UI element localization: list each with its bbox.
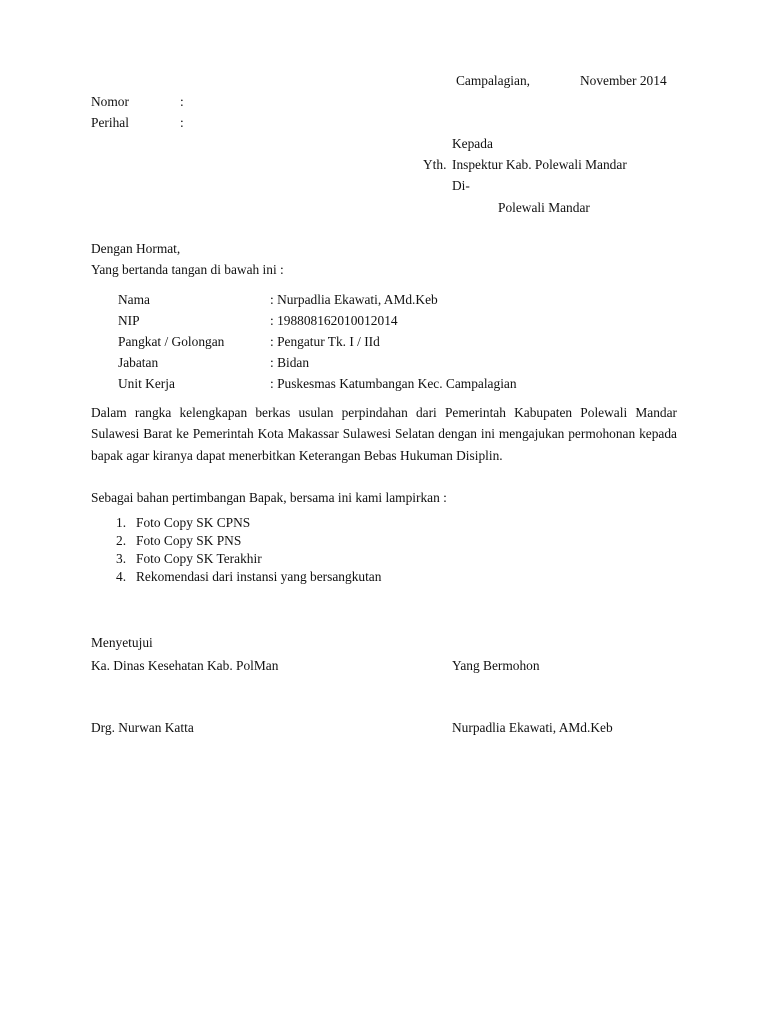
recipient-di: Di- bbox=[452, 178, 470, 193]
recipient-city: Polewali Mandar bbox=[498, 200, 590, 215]
greeting: Dengan Hormat, bbox=[91, 241, 181, 256]
attachment-item: Rekomendasi dari instansi yang bersangkutan bbox=[136, 569, 382, 584]
nomor-label: Nomor bbox=[91, 94, 129, 109]
attachment-number: 4. bbox=[116, 569, 127, 584]
perihal-label: Perihal bbox=[91, 115, 129, 130]
identity-value-nip: : 198808162010012014 bbox=[270, 313, 398, 328]
recipient-kepada: Kepada bbox=[452, 136, 493, 151]
identity-label-unit-kerja: Unit Kerja bbox=[118, 376, 175, 391]
identity-value-unit-kerja: : Puskesmas Katumbangan Kec. Campalagian bbox=[270, 376, 517, 391]
recipient-yth: Yth. bbox=[423, 157, 447, 172]
intro-line: Yang bertanda tangan di bawah ini : bbox=[91, 262, 284, 277]
letter-place: Campalagian, bbox=[456, 73, 530, 88]
attachment-item: Foto Copy SK PNS bbox=[136, 533, 242, 548]
identity-value-jabatan: : Bidan bbox=[270, 355, 310, 370]
attachment-item: Foto Copy SK Terakhir bbox=[136, 551, 262, 566]
attachment-number: 3. bbox=[116, 551, 127, 566]
body-paragraph: Dalam rangka kelengkapan berkas usulan perpindahan dari Pemerintah Kabupaten Polewali Mandar Sulawesi Barat ke Pemerintah Kota Makassar Sulawesi Selatan dengan ini mengajukan permohonan kepada bapak agar kiranya dapat menerbitkan Keterangan Bebas Hukuman Disiplin. bbox=[91, 405, 677, 463]
approver-name: Drg. Nurwan Katta bbox=[91, 720, 194, 735]
approver-title: Ka. Dinas Kesehatan Kab. PolMan bbox=[91, 658, 279, 673]
attachment-item: Foto Copy SK CPNS bbox=[136, 515, 251, 530]
attachments-intro: Sebagai bahan pertimbangan Bapak, bersama ini kami lampirkan : bbox=[91, 490, 447, 505]
identity-value-nama: : Nurpadlia Ekawati, AMd.Keb bbox=[270, 292, 438, 307]
identity-label-nama: Nama bbox=[118, 292, 150, 307]
nomor-separator: : bbox=[180, 94, 184, 109]
recipient-name: Inspektur Kab. Polewali Mandar bbox=[452, 157, 627, 172]
applicant-title: Yang Bermohon bbox=[452, 658, 540, 673]
attachment-number: 2. bbox=[116, 533, 127, 548]
identity-label-nip: NIP bbox=[118, 313, 140, 328]
attachment-number: 1. bbox=[116, 515, 127, 530]
perihal-separator: : bbox=[180, 115, 184, 130]
approval-label: Menyetujui bbox=[91, 635, 153, 650]
identity-value-pangkat: : Pengatur Tk. I / IId bbox=[270, 334, 380, 349]
identity-label-jabatan: Jabatan bbox=[118, 355, 159, 370]
identity-label-pangkat: Pangkat / Golongan bbox=[118, 334, 225, 349]
letter-date: November 2014 bbox=[580, 73, 667, 88]
applicant-name: Nurpadlia Ekawati, AMd.Keb bbox=[452, 720, 613, 735]
